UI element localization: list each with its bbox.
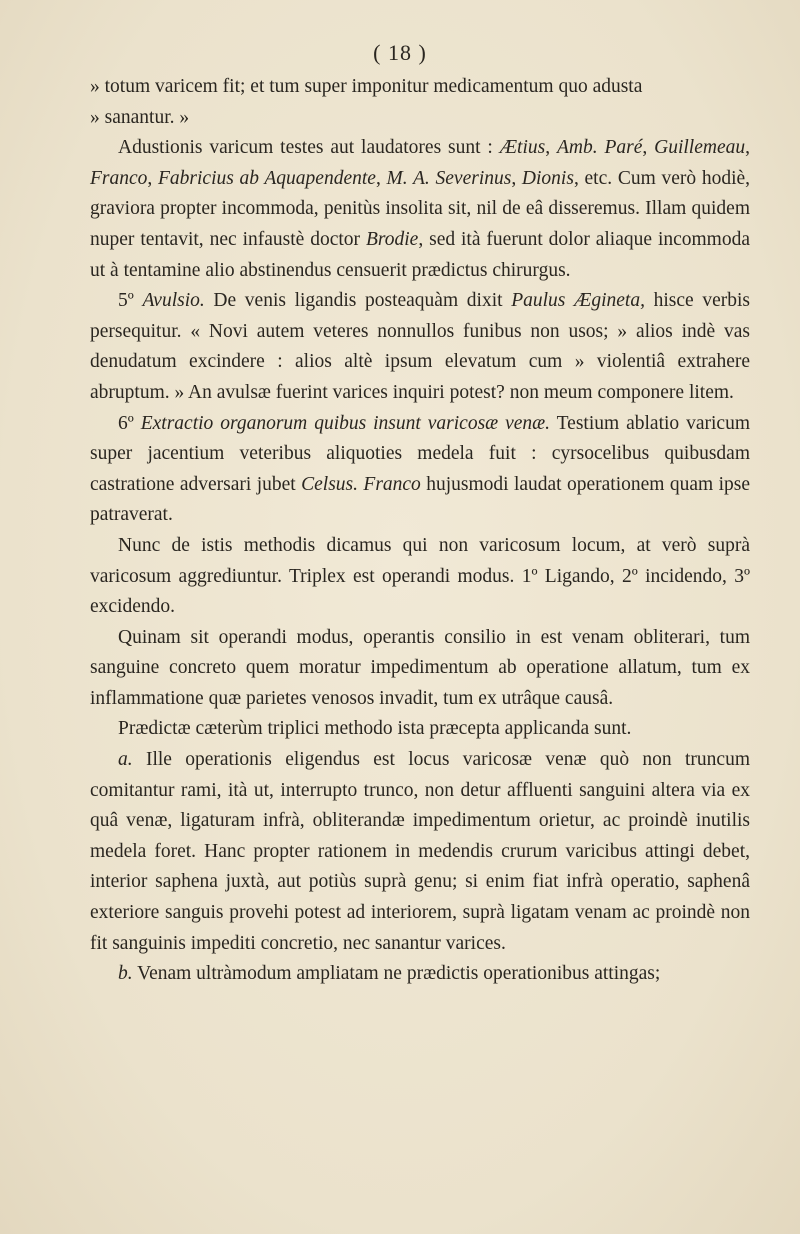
quote-line: » totum varicem fit; et tum super imponitur medicamentum quo adusta » sanantur. » [90, 76, 643, 128]
paragraph-a: a. Ille operationis eligendus est locus varicosæ venæ quò non truncum comitantur rami, ità ut, interrupto trunco, non detur affluenti sanguini altera via ex quâ venæ, ligaturam infrà, obliterandæ impedimentum orietur, ac proindè inutilis medela foret. Hanc propter rationem in medendis crurum varicibus attingi debet, interior saphena juxtà, aut potiùs suprà genu; si enim fiat infrà operatio, saphenâ exteriore sanguis provehi potest ad interiorem, suprà ligatam venam ac proindè non fit sanguinis impediti concretio, nec sanantur varices. [90, 749, 750, 954]
paragraph-extractio: 6º Extractio organorum quibus insunt varicosæ venæ. Testium ablatio varicum super jacentium veteribus aliquoties medela fuit : cyrsocelibus quibusdam castratione adversari jubet Celsus. Franco hujusmodi laudat operationem quam ipse patraverat. [90, 412, 751, 526]
paragraph-quinam: Quinam sit operandi modus, operantis consilio in est venam obliterari, tum sanguine concreto quem moratur impedimentum ab operatione allatum, tum ex inflammatione quæ parietes venosos invadit, tum ex utrâque causâ. [90, 626, 750, 709]
body-text [90, 72, 750, 990]
paragraph-praedictae: Prædictæ cæterùm triplici methodo ista præcepta applicanda sunt. [118, 718, 632, 740]
paragraph-b: b. Venam ultràmodum ampliatam ne prædictis operationibus attingas; [118, 963, 661, 985]
paragraph-adustio: Adustionis varicum testes aut laudatores sunt : Ætius, Amb. Paré, Guillemeau, Franco, Fabricius ab Aquapendente, M. A. Severinus, Dionis, etc. Cum verò hodiè, graviora propter incommoda, penitùs insolita sit, nil de eâ disseremus. Illam quidem nuper tentavit, nec infaustè doctor Brodie, sed ità fuerunt dolor aliaque incommoda ut à tentamine alio abstinendus censuerit prædictus chirurgus. [90, 137, 751, 281]
paragraph-nunc: Nunc de istis methodis dicamus qui non varicosum locum, at verò suprà varicosum aggrediuntur. Triplex est operandi modus. 1º Ligando, 2º incidendo, 3º excidendo. [90, 534, 750, 618]
paragraph-avulsio: 5º Avulsio. De venis ligandis posteaquàm dixit Paulus Ægineta, hisce verbis persequitur. « Novi autem veteres nonnullos funibus non usos; » alios indè vas denudatum excindere : alios altè ipsum elevatum cum » violentiâ extrahere abruptum. » An avulsæ fuerint varices inquiri potest? non meum componere litem. [90, 290, 751, 403]
page-number: ( 18 ) [373, 40, 427, 65]
